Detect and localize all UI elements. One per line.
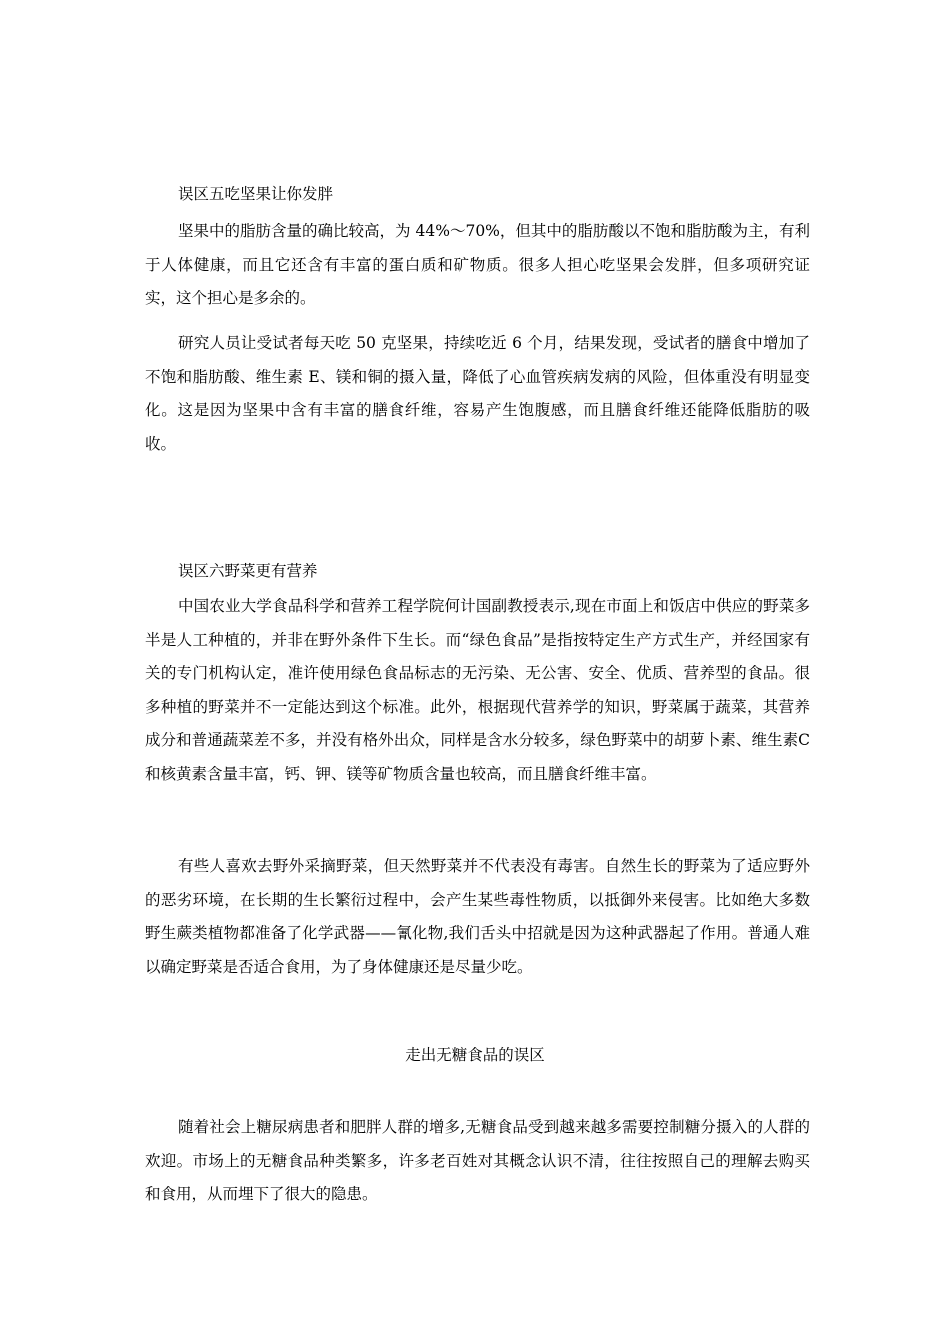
paragraph: 中国农业大学食品科学和营养工程学院何计国副教授表示,现在市面上和饭店中供应的野菜多半是人工种植的，并非在野外条件下生长。而“绿色食品”是指按特定生产方式生产，并经国家有关的专门机构认定，准许使用绿色食品标志的无污染、无公害、安全、优质、营养型的食品。很多种植的野菜并不一定能达到这个标准。此外，根据现代营养学的知识，野菜属于蔬菜，其营养成分和普通蔬菜差不多，并没有格外出众，同样是含水分较多，绿色野菜中的胡萝卜素、维生素C 和核黄素含量丰富，钙、钾、镁等矿物质含量也较高，而且膳食纤维丰富。	[145, 597, 810, 783]
paragraph: 坚果中的脂肪含量的确比较高，为 44%～70%，但其中的脂肪酸以不饱和脂肪酸为主，有利于人体健康，而且它还含有丰富的蛋白质和矿物质。很多人担心吃坚果会发胖，但多项研究证实，这个担心是多余的。	[145, 222, 810, 307]
paragraph: 研究人员让受试者每天吃 50 克坚果，持续吃近 6 个月，结果发现，受试者的膳食中增加了不饱和脂肪酸、维生素 E、镁和铜的摄入量，降低了心血管疾病发病的风险，但体重没有明显变化。这是因为坚果中含有丰富的膳食纤维，容易产生饱腹感，而且膳食纤维还能降低脂肪的吸收。	[145, 334, 810, 453]
paragraph: 有些人喜欢去野外采摘野菜，但天然野菜并不代表没有毒害。自然生长的野菜为了适应野外的恶劣环境，在长期的生长繁衍过程中，会产生某些毒性物质，以抵御外来侵害。比如绝大多数野生蕨类植物都准备了化学武器——氰化物,我们舌头中招就是因为这种武器起了作用。普通人难以确定野菜是否适合食用，为了身体健康还是尽量少吃。	[145, 857, 810, 976]
article-title: 走出无糖食品的误区	[405, 1046, 545, 1064]
section-heading: 误区六野菜更有营养	[178, 562, 318, 580]
section-heading: 误区五吃坚果让你发胖	[178, 185, 334, 203]
paragraph: 随着社会上糖尿病患者和肥胖人群的增多,无糖食品受到越来越多需要控制糖分摄入的人群的欢迎。市场上的无糖食品种类繁多，许多老百姓对其概念认识不清，往往按照自己的理解去购买和食用，从而埋下了很大的隐患。	[145, 1118, 810, 1203]
